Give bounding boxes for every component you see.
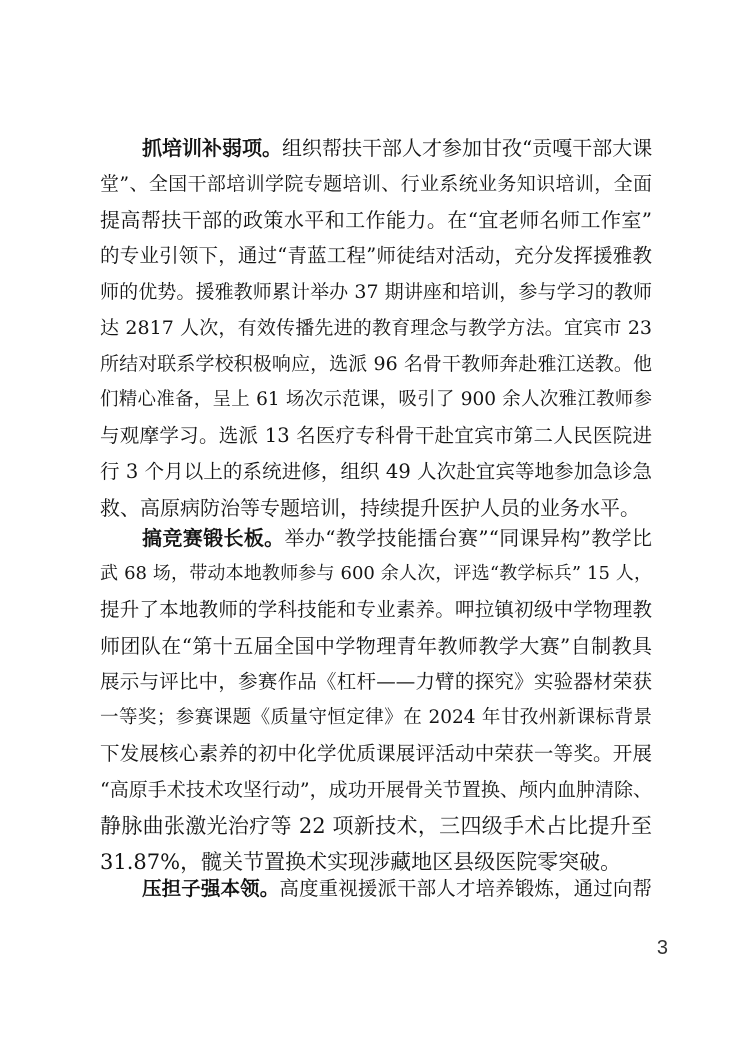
paragraph-line: 所结对联系学校积极响应，选派 96 名骨干教师奔赴雅江送教。他 [100,353,652,375]
paragraph-lead: 压担子强本领。 [142,877,280,900]
paragraph-text: 组织帮扶干部人才参加甘孜“贡嘎干部大课 [282,136,653,160]
paragraph-line: 行 3 个月以上的系统进修，组织 49 人次赴宜宾等地参加急诊急 [100,460,652,483]
paragraph-line: 提升了本地教师的学科技能和专业素养。呷拉镇初级中学物理教 [100,598,652,621]
paragraph-line: 提高帮扶干部的政策水平和工作能力。在“宜老师名师工作室” [100,208,652,232]
paragraph-line: “高原手术技术攻坚行动”，成功开展骨关节置换、颅内血肿清除、 [100,779,652,801]
paragraph-line: 的专业引领下，通过“青蓝工程”师徒结对活动，充分发挥援雅教 [100,244,652,267]
paragraph-line [142,130,652,166]
paragraph-line: 达 2817 人次，有效传播先进的教育理念与教学方法。宜宾市 23 [100,317,652,339]
paragraph-line: 救、高原病防治等专题培训，持续提升医护人员的业务水平。 [100,496,640,520]
paragraph-text: 高度重视援派干部人才培养锻炼，通过向帮 [279,877,652,900]
paragraph-line: 堂”、全国干部培训学院专题培训、行业系统业务知识培训，全面 [100,173,652,195]
paragraph-lead: 搞竞赛锻长板。 [142,526,285,550]
paragraph-line: 师团队在“第十五届全国中学物理青年教师教学大赛”自制教具 [100,634,652,658]
paragraph-line: 展示与评比中，参赛作品《杠杆——力臂的探究》实验器材荣获 [100,670,652,693]
paragraph-line: 武 68 场，带动本地教师参与 600 余人次，评选“教学标兵” 15 人， [100,563,652,584]
paragraph-line: 师的优势。援雅教师累计举办 37 期讲座和培训，参与学习的教师 [100,281,652,303]
paragraph-line: 一等奖；参赛课题《质量守恒定律》在 2024 年甘孜州新课标背景 [100,707,652,728]
paragraph-line [142,871,652,907]
paragraph-line: 们精心准备，呈上 61 场次示范课，吸引了 900 余人次雅江教师参 [100,389,652,410]
paragraph-line: 31.87%，髋关节置换术实现涉藏地区县级医院零突破。 [100,850,622,874]
paragraph-lead: 抓培训补弱项。 [142,136,282,160]
paragraph-line: 下发展核心素养的初中化学优质课展评活动中荣获一等奖。开展 [100,742,652,765]
paragraph-text: 举办“教学技能擂台赛”“同课异构”教学比 [284,526,652,550]
page-number: 3 [656,937,668,959]
paragraph-line: 静脉曲张激光治疗等 22 项新技术，三四级手术占比提升至 [100,814,652,838]
paragraph-line: 与观摩学习。选派 13 名医疗专科骨干赴宜宾市第二人民医院进 [100,424,652,447]
paragraph-line [142,520,652,556]
